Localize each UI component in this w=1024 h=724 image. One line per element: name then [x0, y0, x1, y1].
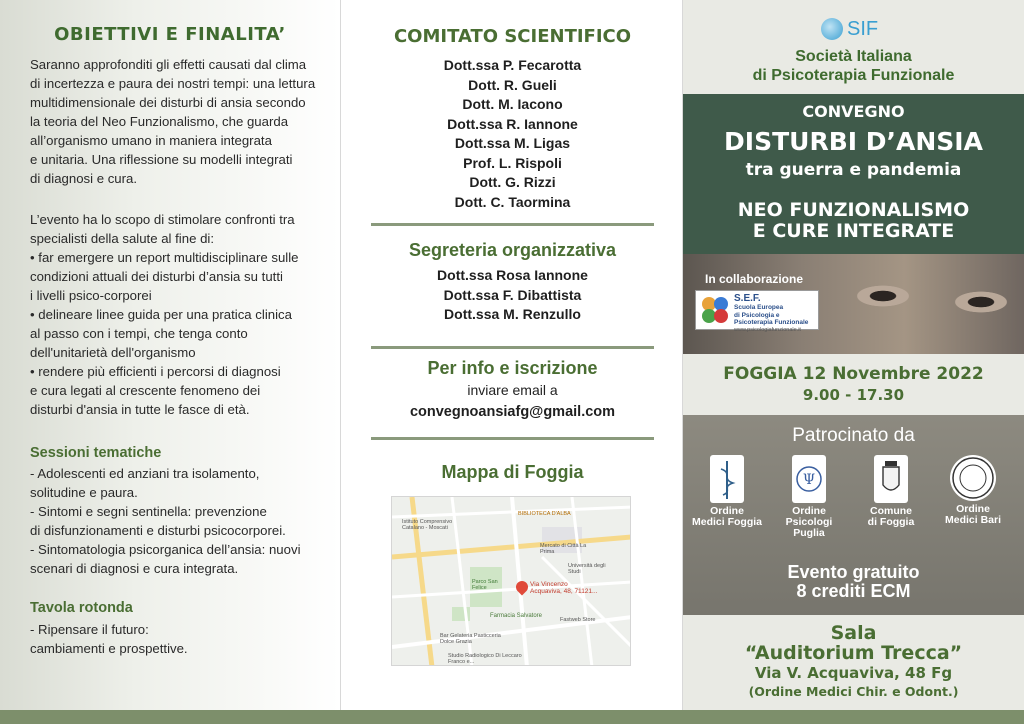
objectives-panel	[0, 0, 340, 710]
sef-line: di Psicologia e	[734, 311, 780, 319]
divider	[371, 346, 654, 349]
intro-text	[30, 55, 330, 188]
goals-line: • rendere più efficienti i percorsi di diagnosi	[30, 364, 281, 379]
round-table-title: Tavola rotonda	[30, 600, 133, 616]
psi-icon	[792, 455, 826, 503]
patron-ordine-medici-bari	[933, 455, 1013, 526]
svg-text:Ψ: Ψ	[802, 472, 816, 488]
free-event-label: Evento gratuito	[787, 562, 920, 582]
goals-line: condizioni attuali dei disturbi d’ansia su tutti	[30, 269, 283, 284]
intro-line: la teoria del Neo Funzionalismo, che guarda	[30, 114, 289, 129]
seal-icon	[950, 455, 996, 501]
caduceus-icon	[710, 455, 744, 503]
committee-member: Dott. M. Iacono	[462, 96, 563, 112]
convegno-label: CONVEGNO	[802, 102, 905, 121]
committee-panel	[340, 0, 683, 710]
theme-line: E CURE INTEGRATE	[752, 220, 955, 242]
divider	[371, 437, 654, 440]
goals-line: i livelli psico-corporei	[30, 288, 152, 303]
sessions-text	[30, 464, 330, 578]
map-label: Parco San Felice	[472, 579, 498, 591]
info-title: Per info e iscrizione	[427, 358, 598, 378]
objectives-title: OBIETTIVI E FINALITA’	[54, 24, 286, 45]
venue-note: (Ordine Medici Chir. e Odont.)	[748, 684, 959, 699]
map-label: BIBLIOTECA D'ALBA	[518, 511, 571, 517]
patron-ordine-psicologi-puglia	[769, 455, 849, 539]
ecm-credits: 8 crediti ECM	[796, 581, 911, 601]
venue-address: Via V. Acquaviva, 48 Fg	[754, 664, 953, 682]
title-banner	[683, 94, 1024, 254]
round-line: cambiamenti e prospettive.	[30, 641, 188, 656]
goals-text	[30, 210, 330, 419]
city-map[interactable]	[391, 496, 631, 666]
committee-list	[341, 56, 683, 212]
secretary-title: Segreteria organizzativa	[408, 240, 617, 260]
cover-panel	[683, 0, 1024, 710]
map-label: Farmacia Salvatore	[490, 613, 543, 619]
committee-member: Dott. R. Gueli	[468, 76, 557, 93]
committee-member: Dott.ssa P. Fecarotta	[443, 57, 582, 73]
sef-url: www.psicologiafunzionale.it	[734, 326, 801, 333]
collaboration-label: In collaborazione	[705, 272, 804, 286]
patron-name: Ordine	[956, 503, 990, 515]
goals-line: e cura legati al crescente fenomeno dei	[30, 383, 261, 398]
goals-line: specialisti della salute al fine di:	[30, 231, 214, 246]
sef-text	[734, 293, 808, 334]
event-time: 9.00 - 17.30	[802, 386, 905, 404]
map-label: Bar Gelateria Pasticceria Dolce Grazia	[440, 633, 501, 645]
committee-member: Dott. C. Taormina	[454, 193, 571, 210]
sif-logo	[821, 18, 891, 42]
secretary-list	[341, 266, 683, 325]
session-line: - Adolescenti ed anziani tra isolamento,	[30, 466, 260, 481]
map-title: Mappa di Foggia	[441, 462, 584, 482]
map-pin-label: Via Vincenzo Acquaviva, 48, 71121...	[530, 581, 598, 595]
bottom-bar	[0, 710, 1024, 724]
theme-title	[683, 200, 1024, 242]
committee-member: Prof. L. Rispoli	[463, 154, 562, 171]
sef-logo	[695, 290, 819, 333]
org-line: Società Italiana	[795, 48, 912, 65]
sef-line: Psicoterapia Funzionale	[734, 319, 809, 326]
intro-line: Saranno approfonditi gli effetti causati dal clima	[30, 57, 307, 72]
patron-name: Medici Bari	[944, 514, 1002, 526]
map-label: Studio Radiologico Di Leccaro Franco e...	[448, 653, 522, 665]
goals-line: • delineare linee guida per una pratica clinica	[30, 307, 292, 322]
email-link[interactable]: convegnoansiafg@gmail.com	[409, 404, 616, 420]
committee-title: COMITATO SCIENTIFICO	[393, 26, 632, 47]
secretary-member: Dott.ssa F. Dibattista	[443, 286, 582, 303]
organization-name	[683, 47, 1024, 85]
patron-name: Ordine	[710, 505, 744, 517]
round-table-text	[30, 620, 330, 658]
eye-icon	[951, 290, 1011, 314]
sef-title: S.E.F.	[734, 293, 761, 304]
goals-line: al passo con i tempi, che tenga conto	[30, 326, 248, 341]
map-label: Istituto Comprensivo Catalano - Moscati	[402, 519, 453, 531]
event-date: FOGGIA 12 Novembre 2022	[723, 364, 984, 384]
committee-member: Dott.ssa M. Ligas	[454, 135, 571, 151]
patron-ordine-medici-foggia	[687, 455, 767, 528]
round-line: - Ripensare il futuro:	[30, 622, 149, 637]
session-line: solitudine e paura.	[30, 485, 138, 500]
subtitle: tra guerra e pandemia	[745, 160, 962, 180]
session-line: - Sintomatologia psicorganica dell’ansia: nuovi	[30, 542, 301, 557]
map-label: Università degli Studi	[568, 563, 606, 575]
intro-line: di incertezza e paura dei nostri tempi: una lettura	[30, 76, 316, 91]
eye-icon	[853, 284, 913, 308]
free-event-info	[683, 563, 1024, 601]
patronage-title: Patrocinato da	[792, 425, 915, 446]
committee-member: Dott. G. Rizzi	[469, 174, 556, 190]
sif-logo-text: SIF	[847, 18, 879, 40]
patronage-section	[683, 415, 1024, 615]
committee-member: Dott.ssa R. Iannone	[447, 115, 578, 132]
org-line: di Psicoterapia Funzionale	[752, 67, 955, 84]
patron-comune-foggia	[851, 455, 931, 528]
venue-name: “Auditorium Trecca”	[744, 642, 963, 664]
sif-circle-icon	[821, 18, 843, 40]
secretary-member: Dott.ssa Rosa Iannone	[437, 267, 588, 283]
intro-line: multidimensionale dei disturbi di ansia secondo	[30, 95, 306, 110]
info-line: inviare email a	[467, 382, 558, 398]
venue-label: Sala	[830, 622, 877, 644]
divider	[371, 223, 654, 226]
goals-line: • far emergere un report multidisciplinare sulle	[30, 250, 299, 265]
patron-name: Ordine	[792, 505, 826, 517]
patron-name: di Foggia	[867, 516, 915, 528]
intro-line: di diagnosi e cura.	[30, 171, 138, 186]
goals-line: L’evento ha lo scopo di stimolare confronti tra	[30, 212, 295, 227]
goals-line: dell'unitarietà dell'organismo	[30, 345, 196, 360]
intro-line: all’organismo umano in maniera integrata	[30, 133, 272, 148]
session-line: scenari di diagnosi e cura integrata.	[30, 561, 239, 576]
intro-line: e unitaria. Una riflessione su modelli integrati	[30, 152, 293, 167]
patron-name: Psicologi Puglia	[785, 516, 833, 539]
goals-line: disturbi d'ansia in tutte le fasce di età.	[30, 402, 250, 417]
patron-name: Comune	[870, 505, 912, 517]
map-label: Mercato di Città La Prima	[540, 543, 587, 555]
map-label: Fastweb Store	[560, 617, 596, 623]
sef-line: Scuola Europea	[734, 304, 784, 311]
coat-of-arms-icon	[874, 455, 908, 503]
sessions-title: Sessioni tematiche	[30, 445, 162, 461]
secretary-member: Dott.ssa M. Renzullo	[444, 306, 581, 322]
theme-line: NEO FUNZIONALISMO	[737, 199, 970, 221]
session-line: - Sintomi e segni sentinella: prevenzione	[30, 504, 267, 519]
sef-balls-icon	[700, 295, 732, 327]
session-line: di disfunzionamenti e disturbi psicocorporei.	[30, 523, 286, 538]
main-title: DISTURBI D’ANSIA	[724, 127, 983, 156]
patron-name: Medici Foggia	[691, 516, 762, 528]
